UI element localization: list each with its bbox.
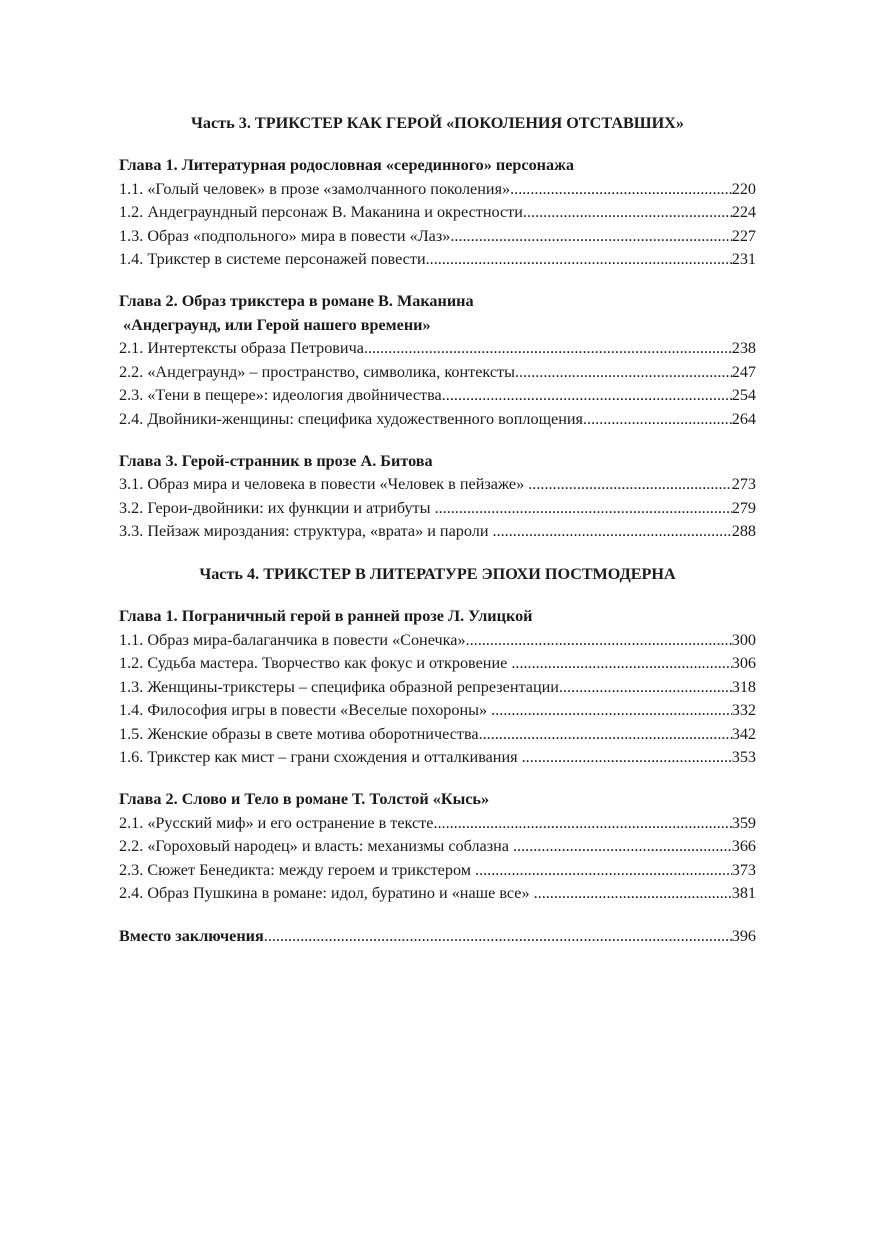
toc-entry[interactable] — [119, 201, 756, 225]
page-number: 396 — [731, 927, 756, 946]
table-of-contents — [119, 112, 756, 949]
toc-entry[interactable] — [119, 473, 756, 497]
toc-entry[interactable] — [119, 337, 756, 361]
dot-leader — [426, 248, 732, 272]
chapter-title-line: Глава 1. Пограничный герой в ранней прозе Л. Улицкой — [119, 606, 533, 625]
entry-title: 3.1. Образ мира и человека в повести «Человек в пейзаже» — [119, 475, 529, 494]
page-number: 238 — [731, 339, 756, 358]
part-3-chapter-2 — [119, 290, 756, 432]
entry-title: 1.3. Женщины-трикстеры – специфика образной репрезентации — [119, 677, 559, 696]
entry-title: 1.6. Трикстер как мист – грани схождения и отталкивания — [119, 748, 522, 767]
dot-leader — [264, 925, 732, 949]
dot-leader — [491, 699, 732, 723]
page-number: 366 — [731, 837, 756, 856]
entry-title: 1.3. Образ «подпольного» мира в повести «Лаз» — [119, 226, 451, 245]
dot-leader — [510, 178, 732, 202]
page-number: 373 — [731, 860, 756, 879]
part-3-title: Часть 3. ТРИКСТЕР КАК ГЕРОЙ «ПОКОЛЕНИЯ ОТСТАВШИХ» — [191, 114, 684, 132]
dot-leader — [559, 676, 732, 700]
dot-leader — [515, 361, 732, 385]
entry-title: 1.1. Образ мира-балаганчика в повести «Сонечка» — [119, 630, 466, 649]
part-4-chapter-1 — [119, 605, 756, 770]
page-number: 342 — [731, 724, 756, 743]
entry-title: 1.2. Андеграундный персонаж В. Маканина и окрестности — [119, 203, 523, 222]
chapter-title — [119, 450, 756, 474]
dot-leader — [522, 746, 732, 770]
entry-title: 1.4. Трикстер в системе персонажей повести — [119, 250, 426, 269]
toc-entry[interactable] — [119, 361, 756, 385]
entry-title: 2.3. Сюжет Бенедикта: между героем и трикстером — [119, 860, 476, 879]
dot-leader — [475, 859, 732, 883]
dot-leader — [450, 225, 731, 249]
chapter-title-line: Глава 2. Образ трикстера в романе В. Маканина — [119, 291, 474, 310]
page-number: 279 — [731, 498, 756, 517]
entry-title: 3.3. Пейзаж мироздания: структура, «врата» и пароли — [119, 522, 493, 541]
page-number: 224 — [731, 203, 756, 222]
dot-leader — [364, 337, 732, 361]
page-number: 254 — [731, 386, 756, 405]
page-number: 381 — [731, 884, 756, 903]
dot-leader — [466, 629, 732, 653]
chapter-title-line: Глава 2. Слово и Тело в романе Т. Толстой «Кысь» — [119, 790, 490, 809]
page-number: 288 — [731, 522, 756, 541]
toc-entry[interactable] — [119, 812, 756, 836]
page-number: 247 — [731, 362, 756, 381]
part-3-chapter-1 — [119, 154, 756, 272]
toc-entry[interactable] — [119, 699, 756, 723]
page-number: 227 — [731, 226, 756, 245]
dot-leader — [442, 384, 732, 408]
entry-title: 2.4. Двойники-женщины: специфика художественного воплощения — [119, 409, 583, 428]
toc-entry[interactable] — [119, 746, 756, 770]
entry-title: 3.2. Герои-двойники: их функции и атрибуты — [119, 498, 435, 517]
page-number: 353 — [731, 748, 756, 767]
toc-entry[interactable] — [119, 384, 756, 408]
toc-entry[interactable] — [119, 520, 756, 544]
toc-entry[interactable] — [119, 652, 756, 676]
chapter-title-line: Глава 1. Литературная родословная «серединного» персонажа — [119, 156, 574, 174]
toc-entry[interactable] — [119, 723, 756, 747]
toc-entry[interactable] — [119, 178, 756, 202]
entry-title: 1.4. Философия игры в повести «Веселые похороны» — [119, 701, 492, 720]
dot-leader — [528, 473, 731, 497]
toc-entry[interactable] — [119, 882, 756, 906]
entry-title: 2.1. «Русский миф» и его остранение в тексте — [119, 813, 434, 832]
page-number: 318 — [731, 677, 756, 696]
dot-leader — [534, 882, 732, 906]
dot-leader — [511, 652, 731, 676]
chapter-title-line: «Андеграунд, или Герой нашего времени» — [119, 315, 431, 334]
dot-leader — [435, 497, 732, 521]
chapter-title-line: Глава 3. Герой-странник в прозе А. Битова — [119, 451, 433, 470]
toc-entry[interactable] — [119, 497, 756, 521]
toc-entry[interactable] — [119, 676, 756, 700]
page-number: 300 — [731, 630, 756, 649]
entry-title: 2.4. Образ Пушкина в романе: идол, буратино и «наше все» — [119, 884, 534, 903]
chapter-title — [119, 154, 756, 178]
chapter-title — [119, 788, 756, 812]
page-number: 306 — [731, 654, 756, 673]
toc-entry[interactable] — [119, 629, 756, 653]
entry-title: 1.5. Женские образы в свете мотива оборотничества — [119, 724, 479, 743]
dot-leader — [513, 835, 732, 859]
dot-leader — [583, 408, 732, 432]
page-number: 231 — [731, 250, 756, 269]
entry-title: 2.1. Интертексты образа Петровича — [119, 339, 364, 358]
toc-entry[interactable] — [119, 225, 756, 249]
entry-title: 1.2. Судьба мастера. Творчество как фокус и откровение — [119, 654, 512, 673]
part-4-chapter-2 — [119, 788, 756, 906]
toc-entry[interactable] — [119, 859, 756, 883]
entry-title: 1.1. «Голый человек» в прозе «замолчанного поколения» — [119, 179, 511, 198]
page-number: 273 — [731, 475, 756, 494]
dot-leader — [433, 812, 731, 836]
dot-leader — [493, 520, 732, 544]
page-number: 332 — [731, 701, 756, 720]
toc-entry[interactable] — [119, 408, 756, 432]
page-number: 264 — [731, 409, 756, 428]
part-4-title: Часть 4. ТРИКСТЕР В ЛИТЕРАТУРЕ ЭПОХИ ПОСТМОДЕРНА — [199, 564, 676, 583]
part-3-chapter-3 — [119, 450, 756, 544]
toc-entry[interactable] — [119, 248, 756, 272]
toc-entry[interactable] — [119, 835, 756, 859]
page-number: 220 — [731, 179, 756, 198]
dot-leader — [479, 723, 732, 747]
toc-entry-conclusion[interactable] — [119, 925, 756, 949]
entry-title: 2.2. «Гороховый народец» и власть: механизмы соблазна — [119, 837, 514, 856]
chapter-title — [119, 290, 756, 337]
entry-title: 2.2. «Андеграунд» – пространство, символика, контексты — [119, 362, 515, 381]
entry-title: 2.3. «Тени в пещере»: идеология двойничества — [119, 386, 442, 405]
entry-title: Вместо заключения — [119, 927, 264, 946]
chapter-title — [119, 605, 756, 629]
dot-leader — [523, 201, 732, 225]
page-number: 359 — [731, 813, 756, 832]
